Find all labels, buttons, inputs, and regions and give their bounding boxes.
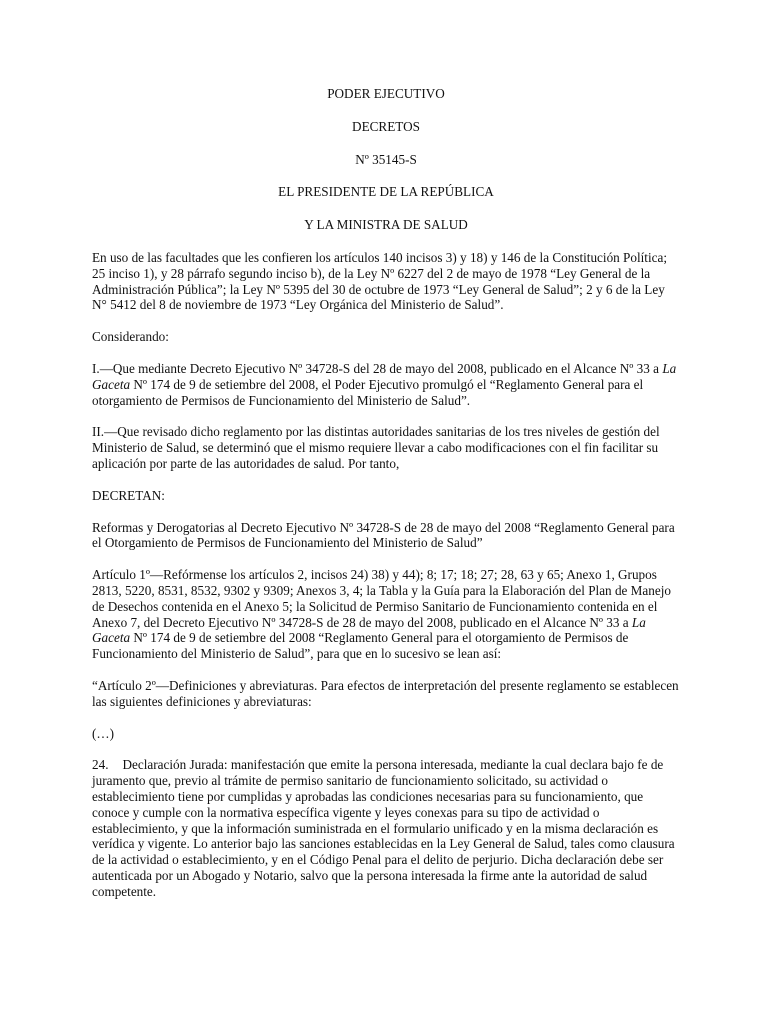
reformas-title-paragraph: Reformas y Derogatorias al Decreto Ejecutivo Nº 34728-S de 28 de mayo del 2008 “Reglamento General para el Otorgamiento de Permisos de Funcionamiento del Ministerio de Salud”: [92, 519, 675, 551]
definicion-24-paragraph: [92, 757, 680, 899]
articulo-1-paragraph: [92, 567, 680, 662]
header-ministra: Y LA MINISTRA DE SALUD: [304, 217, 468, 233]
ellipsis: (…): [92, 725, 114, 741]
gaceta-italic-2: La Gaceta: [92, 614, 646, 646]
gaceta-italic: La Gaceta: [92, 360, 677, 392]
decree-number: Nº 35145-S: [355, 151, 417, 167]
articulo-1-text-b: Nº 174 de 9 de setiembre del 2008 “Reglamento General para el otorgamiento de Permisos de Funcionamiento del Ministerio de Salud”, para que en lo sucesivo se lean así:: [92, 630, 629, 662]
articulo-1-text-a: Artículo 1º—Refórmense los artículos 2, incisos 24) 38) y 44); 8; 17; 18; 27; 28, 63 y 65; Anexo 1, Grupos 2813, 5220, 8531, 8532, 9302 y 9309; Anexos 3, 4; la Tabla y la Guía para la Elaboración del Plan de Manejo de Desechos contenida en el Anexo 5; la Solicitud de Permiso Sanitario de Funcionamiento contenida en el Anexo 7, del Decreto Ejecutivo Nº 34728-S de 28 de mayo del 2008, publicado en el Alcance Nº 33 a: [92, 567, 671, 630]
considerando-ii-paragraph: II.—Que revisado dicho reglamento por las distintas autoridades sanitarias de los tres niveles de gestión del Ministerio de Salud, se determinó que el mismo requiere llevar a cabo modificaciones con el fin facilitar su aplicación por parte de las autoridades de salud. Por tanto,: [92, 424, 660, 471]
definicion-24-text: Declaración Jurada: manifestación que emite la persona interesada, mediante la cual declara bajo fe de juramento que, previo al trámite de permiso sanitario de funcionamiento solicitado, su actividad o establecimiento tiene por cumplidas y aprobadas las condiciones necesarias para su funcionamiento, que conoce y cumple con la normativa específica vigente y leyes conexas para su tipo de actividad o establecimiento, y que la información suministrada en el formulario unificado y en la misma declaración es verídica y vigente. Lo anterior bajo las sanciones establecidas en la Ley General de Salud, tales como clausura de la actividad o establecimiento, y en el Código Penal para el delito de perjurio. Dicha declaración debe ser autenticada por un Abogado y Notario, salvo que la persona interesada la firme ante la autoridad de salud competente.: [92, 757, 675, 899]
considerando-i-paragraph: [92, 361, 680, 408]
header-poder-ejecutivo: PODER EJECUTIVO: [327, 86, 445, 101]
header-decretos: DECRETOS: [352, 118, 420, 134]
decretan-heading: DECRETAN:: [92, 487, 165, 503]
considerando-heading: Considerando:: [92, 329, 169, 345]
header-presidente: EL PRESIDENTE DE LA REPÚBLICA: [278, 184, 494, 200]
articulo-2-paragraph: “Artículo 2º—Definiciones y abreviaturas. Para efectos de interpretación del presente reglamento se establecen las siguientes definiciones y abreviaturas:: [92, 677, 679, 709]
preamble-paragraph: En uso de las facultades que les confieren los artículos 140 incisos 3) y 18) y 146 de la Constitución Política; 25 inciso 1), y 28 párrafo segundo inciso b), de la Ley Nº 6227 del 2 de mayo de 1978 “Ley General de la Administración Pública”; la Ley Nº 5395 del 30 de octubre de 1973 “Ley General de Salud”; 2 y 6 de la Ley N° 5412 del 8 de noviembre de 1973 “Ley Orgánica del Ministerio de Salud”.: [92, 249, 668, 313]
considerando-i-text-b: Nº 174 de 9 de setiembre del 2008, el Poder Ejecutivo promulgó el “Reglamento General para el otorgamiento de Permisos de Funcionamiento del Ministerio de Salud”.: [92, 376, 644, 408]
considerando-i-text-a: I.—Que mediante Decreto Ejecutivo Nº 34728-S del 28 de mayo del 2008, publicado en el Alcance Nº 33 a: [92, 360, 663, 376]
definicion-24-number: 24.: [92, 757, 109, 773]
document-page: [92, 86, 680, 915]
